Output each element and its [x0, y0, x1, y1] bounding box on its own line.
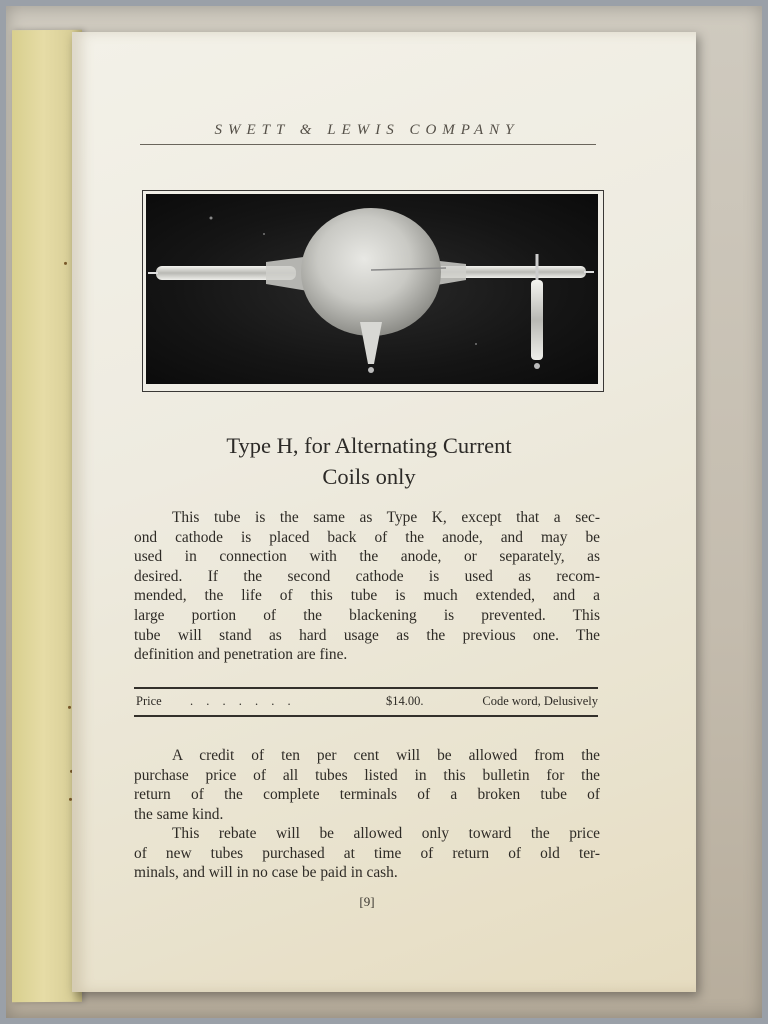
rebate-line: minals, and will in no case be paid in cash. — [134, 864, 398, 882]
price-leader-dots: . . . . . . . — [190, 694, 296, 708]
price-row — [134, 694, 598, 712]
rebate-paragraph — [134, 824, 600, 883]
description-line: This tube is the same as Type K, except that a sec- — [172, 509, 600, 526]
book-page — [72, 32, 696, 992]
credit-paragraph — [134, 746, 600, 824]
description-line: definition and penetration are fine. — [134, 646, 348, 664]
description-line: ond cathode is placed back of the anode, and may be — [134, 528, 600, 546]
credit-line: return of the complete terminals of a broken tube of — [134, 786, 600, 804]
credit-line: the same kind. — [134, 805, 224, 823]
price-rule-top — [134, 687, 598, 689]
description-line: used in connection with the anode, or separately, as — [134, 548, 600, 566]
header-rule — [140, 144, 596, 145]
price-code-word: Code word, Delusively — [482, 694, 598, 708]
price-label: Price — [136, 694, 162, 708]
description-line: tube will stand as hard usage as the previous one. The — [134, 626, 600, 644]
description-line: large portion of the blackening is prevented. This — [134, 606, 600, 624]
tube-title — [132, 430, 606, 492]
tube-photo-frame — [142, 190, 604, 392]
rebate-line: of new tubes purchased at time of return of old ter- — [134, 844, 600, 862]
description-line: desired. If the second cathode is used as recom- — [134, 567, 600, 585]
credit-line: A credit of ten per cent will be allowed from the — [172, 747, 600, 764]
description-paragraph — [134, 508, 600, 665]
title-line-2: Coils only — [322, 464, 416, 489]
description-line: mended, the life of this tube is much extended, and a — [134, 587, 600, 605]
page-number: [9] — [359, 894, 375, 909]
price-rule-bottom — [134, 715, 598, 717]
title-line-1: Type H, for Alternating Current — [226, 433, 512, 458]
rebate-line: This rebate will be allowed only toward the price — [172, 825, 600, 842]
credit-line: purchase price of all tubes listed in this bulletin for the — [134, 766, 600, 784]
price-amount: $14.00. — [386, 694, 424, 708]
x-ray-tube-photo — [146, 194, 598, 384]
running-header: SWETT & LEWIS COMPANY — [214, 122, 520, 138]
